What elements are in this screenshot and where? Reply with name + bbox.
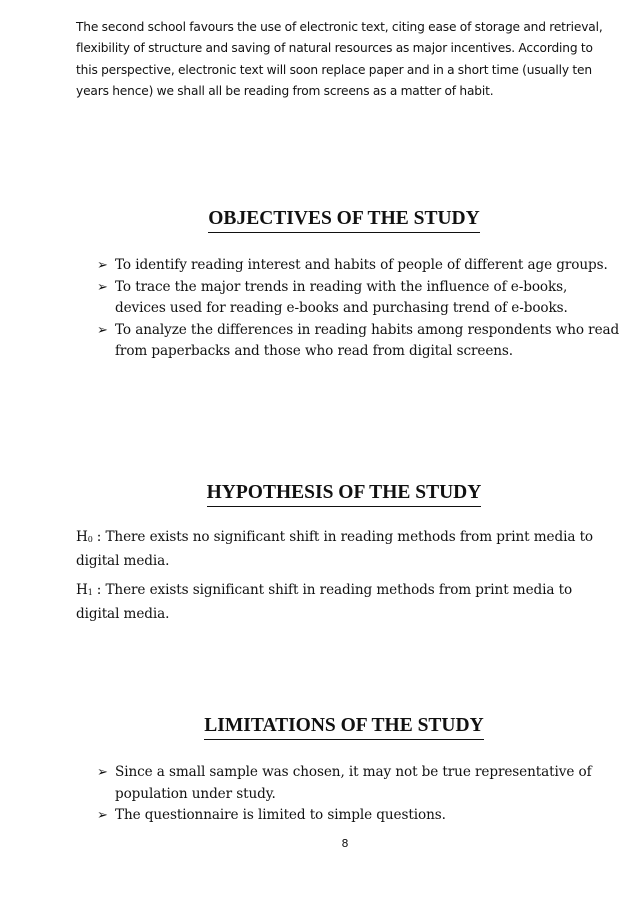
hypothesis-subscript: 0 — [87, 535, 93, 544]
objectives-heading — [25, 207, 638, 233]
objectives-heading-text: OBJECTIVES OF THE STUDY — [208, 207, 479, 233]
page-number: 8 — [341, 837, 349, 850]
objective-text: To identify reading interest and habits of people of different age groups. — [115, 257, 608, 273]
list-item — [97, 255, 622, 277]
alternative-hypothesis — [76, 580, 606, 625]
hypothesis-heading-text: HYPOTHESIS OF THE STUDY — [207, 481, 482, 507]
objectives-list — [97, 255, 622, 363]
arrow-bullet-icon: ➢ — [97, 258, 108, 273]
limitations-heading-text: LIMITATIONS OF THE STUDY — [204, 714, 483, 740]
null-hypothesis — [76, 527, 606, 572]
hypothesis-symbol: H — [76, 582, 88, 598]
limitation-text: The questionnaire is limited to simple questions. — [115, 807, 446, 823]
list-item — [97, 277, 622, 320]
hypothesis-symbol: H — [76, 529, 88, 545]
arrow-bullet-icon: ➢ — [97, 279, 108, 295]
hypothesis-heading — [25, 481, 638, 507]
objective-text: To analyze the differences in reading habits among respondents who read from paperbacks and those who read from digital screens. — [115, 321, 620, 359]
limitations-heading — [25, 714, 638, 740]
intro-paragraph: The second school favours the use of electronic text, citing ease of storage and retrieval, flexibility of structure and saving of natural resources as major incentives. According to this perspective, electronic text will soon replace paper and in a short time (usually ten years hence) we shall all be reading from screens as a matter of habit. — [76, 20, 603, 99]
limitations-list — [97, 762, 622, 827]
limitation-text: Since a small sample was chosen, it may not be true representative of population under study. — [115, 764, 592, 802]
arrow-bullet-icon: ➢ — [97, 808, 108, 823]
arrow-bullet-icon: ➢ — [97, 322, 108, 338]
hypothesis-text: : There exists significant shift in reading methods from print media to digital media. — [76, 582, 573, 622]
objective-text: To trace the major trends in reading with the influence of e-books, devices used for reading e-books and purchasing trend of e-books. — [115, 278, 568, 316]
arrow-bullet-icon: ➢ — [97, 765, 108, 780]
list-item — [97, 805, 622, 827]
hypothesis-text: : There exists no significant shift in reading methods from print media to digital media. — [76, 529, 594, 569]
list-item — [97, 762, 622, 805]
hypothesis-subscript: 1 — [87, 588, 93, 597]
list-item — [97, 320, 622, 363]
